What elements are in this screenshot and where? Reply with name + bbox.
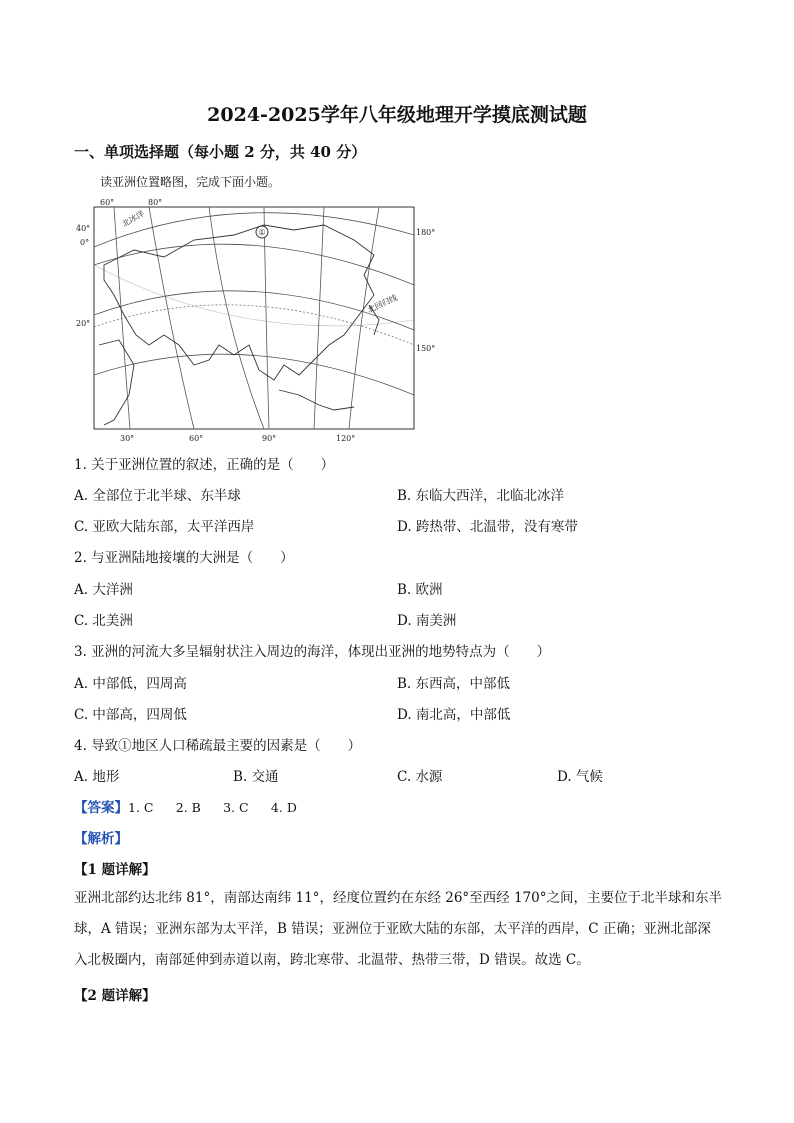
detail1-tag: 【1 题详解】 xyxy=(74,862,156,878)
tropic-label: 北回归线 xyxy=(366,293,399,315)
page-title: 2024-2025学年八年级地理开学摸底测试题 xyxy=(207,104,587,126)
map-intro: 读亚洲位置略图，完成下面小题。 xyxy=(100,175,281,189)
option-b: B. 东西高，中部低 xyxy=(397,676,511,692)
option-c: C. 水源 xyxy=(397,769,443,785)
option-a: A. 地形 xyxy=(74,769,120,785)
answer-item: 2. B xyxy=(175,800,201,815)
marker-label: ① xyxy=(258,228,266,237)
bottom-label: 60° xyxy=(189,434,204,443)
left-label: 0° xyxy=(80,238,90,247)
question-stem: 1. 关于亚洲位置的叙述，正确的是（ ） xyxy=(74,457,335,473)
detail1-text: 亚洲北部约达北纬 81°，南部达南纬 11°，经度位置约在东经 26°至西经 170°之间，主要位于北半球和东半球，A 错误；亚洲东部为太平洋，B 错误；亚洲位于亚欧大陆的东部，太平洋的西岸，C 正确；亚洲北部深入北极圈内，南部延伸到赤道以南，跨北寒带、北温带、热带三带，D 错误。故选 C。 xyxy=(74,890,722,968)
section-heading: 一、单项选择题（每小题 2 分，共 40 分） xyxy=(74,143,367,161)
option-c: C. 亚欧大陆东部，太平洋西岸 xyxy=(74,519,255,535)
option-c: C. 北美洲 xyxy=(74,613,133,629)
top-label: 80° xyxy=(148,198,163,207)
option-b: B. 欧洲 xyxy=(397,582,443,598)
analysis-tag: 【解析】 xyxy=(74,831,128,847)
question-stem: 4. 导致①地区人口稀疏最主要的因素是（ ） xyxy=(74,738,362,754)
answer-tag: 【答案】 xyxy=(74,800,128,816)
option-a: A. 全部位于北半球、东半球 xyxy=(74,488,241,504)
left-label: 20° xyxy=(76,319,91,328)
option-a: A. 中部低，四周高 xyxy=(74,676,187,692)
option-d: D. 气候 xyxy=(557,769,603,785)
answer-item: 4. D xyxy=(270,800,297,815)
right-label: 150° xyxy=(416,344,436,353)
option-c: C. 中部高，四周低 xyxy=(74,707,187,723)
option-b: B. 交通 xyxy=(233,769,279,785)
answer-line xyxy=(74,796,297,816)
right-label: 180° xyxy=(416,228,436,237)
option-d: D. 南北高，中部低 xyxy=(397,707,511,723)
detail2-tag: 【2 题详解】 xyxy=(74,988,156,1004)
left-label: 40° xyxy=(76,224,91,233)
bottom-label: 120° xyxy=(336,434,356,443)
question-stem: 3. 亚洲的河流大多呈辐射状注入周边的海洋，体现出亚洲的地势特点为（ ） xyxy=(74,644,551,660)
answer-item: 3. C xyxy=(223,800,249,815)
option-d: D. 南美洲 xyxy=(397,613,457,629)
answer-item: 1. C xyxy=(128,800,154,815)
bottom-label: 30° xyxy=(120,434,135,443)
option-b: B. 东临大西洋，北临北冰洋 xyxy=(397,488,565,504)
top-label: 60° xyxy=(100,198,115,207)
question-stem: 2. 与亚洲陆地接壤的大洲是（ ） xyxy=(74,550,294,566)
asia-location-map xyxy=(74,195,444,445)
option-d: D. 跨热带、北温带，没有寒带 xyxy=(397,519,578,535)
bottom-label: 90° xyxy=(262,434,277,443)
arctic-ocean-label: 北冰洋 xyxy=(120,208,146,229)
option-a: A. 大洋洲 xyxy=(74,582,133,598)
